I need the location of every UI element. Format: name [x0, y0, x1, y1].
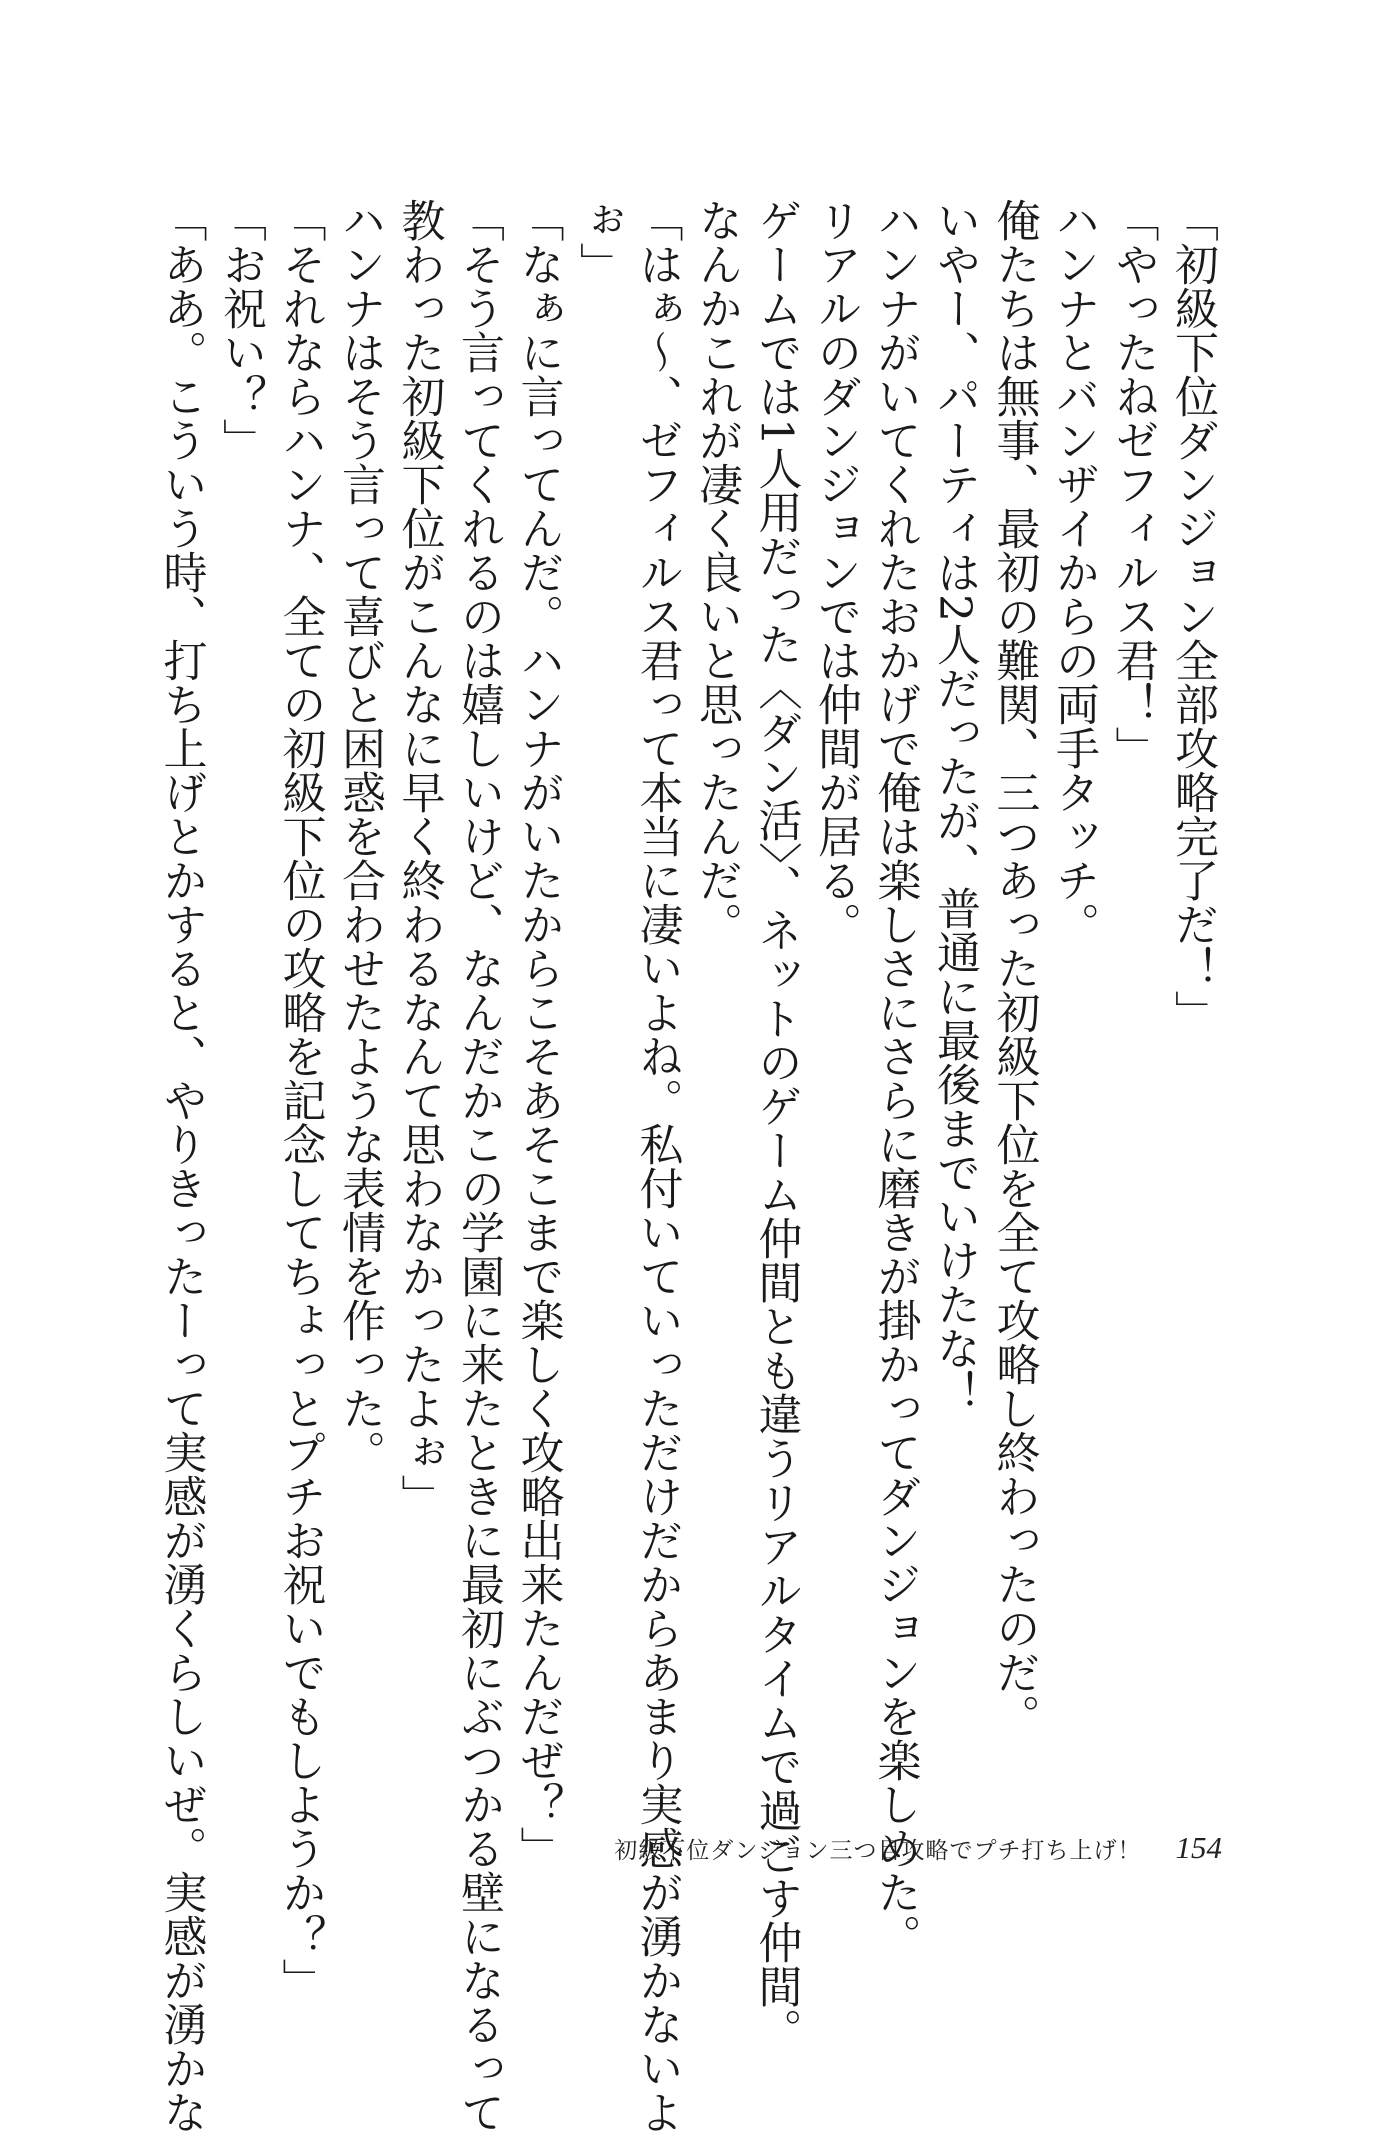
text-line: 「それならハンナ、全ての初級下位の攻略を記念してちょっとプチお祝いでもしようか？」 — [274, 198, 326, 2002]
text-line: ハンナがいてくれたおかげで俺は楽しさにさらに磨きが掛かってダンジョンを楽しめた。 — [869, 198, 921, 1958]
text-line: ゲームでは1人用だった〈ダン活〉、ネットのゲーム仲間とも違うリアルタイムで過ごす仲間。 — [750, 198, 802, 2052]
text-line: いやー、パーティは2人だったが、普通に最後までいけたな！ — [929, 198, 980, 1414]
text-line: 「初級下位ダンジョン全部攻略完了だ！」 — [1167, 198, 1218, 1034]
text-line: ハンナとバンザイからの両手タッチ。 — [1048, 198, 1099, 946]
text-line: 「なぁに言ってんだ。ハンナがいたからこそあそこまで楽しく攻略出来たんだぜ？」 — [512, 198, 564, 1870]
text-line: リアルのダンジョンでは仲間が居る。 — [810, 198, 861, 946]
text-line: 教わった初級下位がこんなに早く終わるなんて思わなかったよぉ」 — [393, 198, 445, 1518]
text-line: ぉ」 — [572, 198, 623, 286]
text-line: 「はぁ～、ゼフィルス君って本当に凄いよね。私付いていっただけだからあまり実感が湧かないよ — [631, 198, 683, 2134]
page-footer — [614, 1830, 1222, 1866]
page-number: 154 — [1175, 1830, 1222, 1865]
chapter-title: 初級下位ダンジョン三つ目攻略でプチ打ち上げ！ — [614, 1838, 1142, 1864]
text-line: 俺たちは無事、最初の難関、三つあった初級下位を全て攻略し終わったのだ。 — [988, 198, 1040, 1738]
text-line: 「お祝い？」 — [215, 198, 266, 462]
text-line: 「ああ。こういう時、打ち上げとかすると、やりきったーって実感が湧くらしいぜ。実感が湧かな — [155, 198, 207, 2134]
text-line: 「そう言ってくれるのは嬉しいけど、なんだかこの学園に来たときに最初にぶつかる壁になるって — [453, 198, 504, 2134]
text-line: 「やったねゼフィルス君！」 — [1107, 198, 1159, 770]
text-line: ハンナはそう言って喜びと困惑を合わせたような表情を作った。 — [334, 198, 385, 1474]
text-line: なんかこれが凄く良いと思ったんだ。 — [691, 198, 742, 946]
